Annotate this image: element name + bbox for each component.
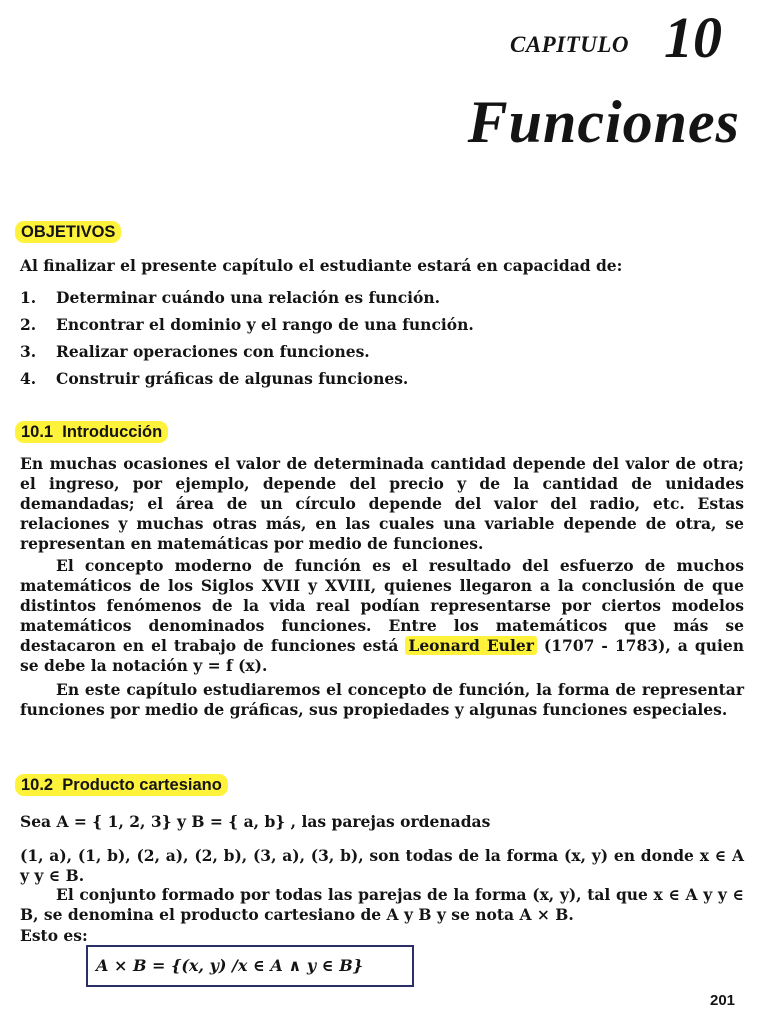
objective-item: 2. Encontrar el dominio y el rango de una función. bbox=[20, 315, 474, 334]
objectives-heading: OBJETIVOS bbox=[15, 222, 121, 242]
section-heading-producto: 10.2 Producto cartesiano bbox=[15, 775, 228, 795]
intro-paragraph-3: En este capítulo estudiaremos el concepto de función, la forma de representar funciones por medio de gráficas, sus propiedades y algunas funciones especiales. bbox=[20, 680, 744, 719]
objective-item: 1. Determinar cuándo una relación es función. bbox=[20, 288, 441, 307]
producto-paragraph-2: El conjunto formado por todas las parejas de la forma (x, y), tal que x ∈ A y y ∈ B, se denomina el producto cartesiano de A y B y se nota A × B. bbox=[20, 885, 744, 924]
page-number: 201 bbox=[710, 992, 736, 1009]
section-heading-introduccion: 10.1 Introducción bbox=[15, 422, 168, 442]
cartesian-product-formula: A × B = {(x, y) /x ∈ A ∧ y ∈ B} bbox=[86, 945, 414, 987]
chapter-label: CAPITULO bbox=[510, 32, 629, 57]
chapter-number: 10 bbox=[664, 5, 722, 70]
producto-esto-es: Esto es: bbox=[20, 926, 88, 945]
chapter-title: Funciones bbox=[467, 89, 740, 155]
intro-paragraph-2: El concepto moderno de función es el resultado del esfuerzo de muchos matemáticos de los Siglos XVII y XVIII, quienes llegaron a la conclusión de que distintos fenómenos de la vida real podían representarse por ciertos modelos matemáticos denominados funciones. Entre los matemáticos que más se destacaron en el trabajo de funciones está Leonard Euler (1707 - 1783), a quien se debe la notación y = f (x). bbox=[20, 556, 744, 675]
intro-paragraph-1: En muchas ocasiones el valor de determinada cantidad depende del valor de otra; el ingreso, por ejemplo, depende del precio y de la cantidad de unidades demandadas; el área de un círculo depende del valor del radio, etc. Estas relaciones y muchas otras más, en las cuales una variable depende de otra, se representan en matemáticas por medio de funciones. bbox=[20, 454, 744, 553]
highlight-euler: Leonard Euler bbox=[405, 636, 536, 655]
objectives-intro: Al finalizar el presente capítulo el estudiante estará en capacidad de: bbox=[20, 256, 623, 275]
producto-line-1: Sea A = { 1, 2, 3} y B = { a, b} , las parejas ordenadas bbox=[20, 812, 491, 831]
producto-paragraph-1: (1, a), (1, b), (2, a), (2, b), (3, a), (3, b), son todas de la forma (x, y) en donde x ∈ A y y ∈ B. bbox=[20, 846, 744, 885]
objective-item: 3. Realizar operaciones con funciones. bbox=[20, 342, 370, 361]
objective-item: 4. Construir gráficas de algunas funciones. bbox=[20, 369, 409, 388]
